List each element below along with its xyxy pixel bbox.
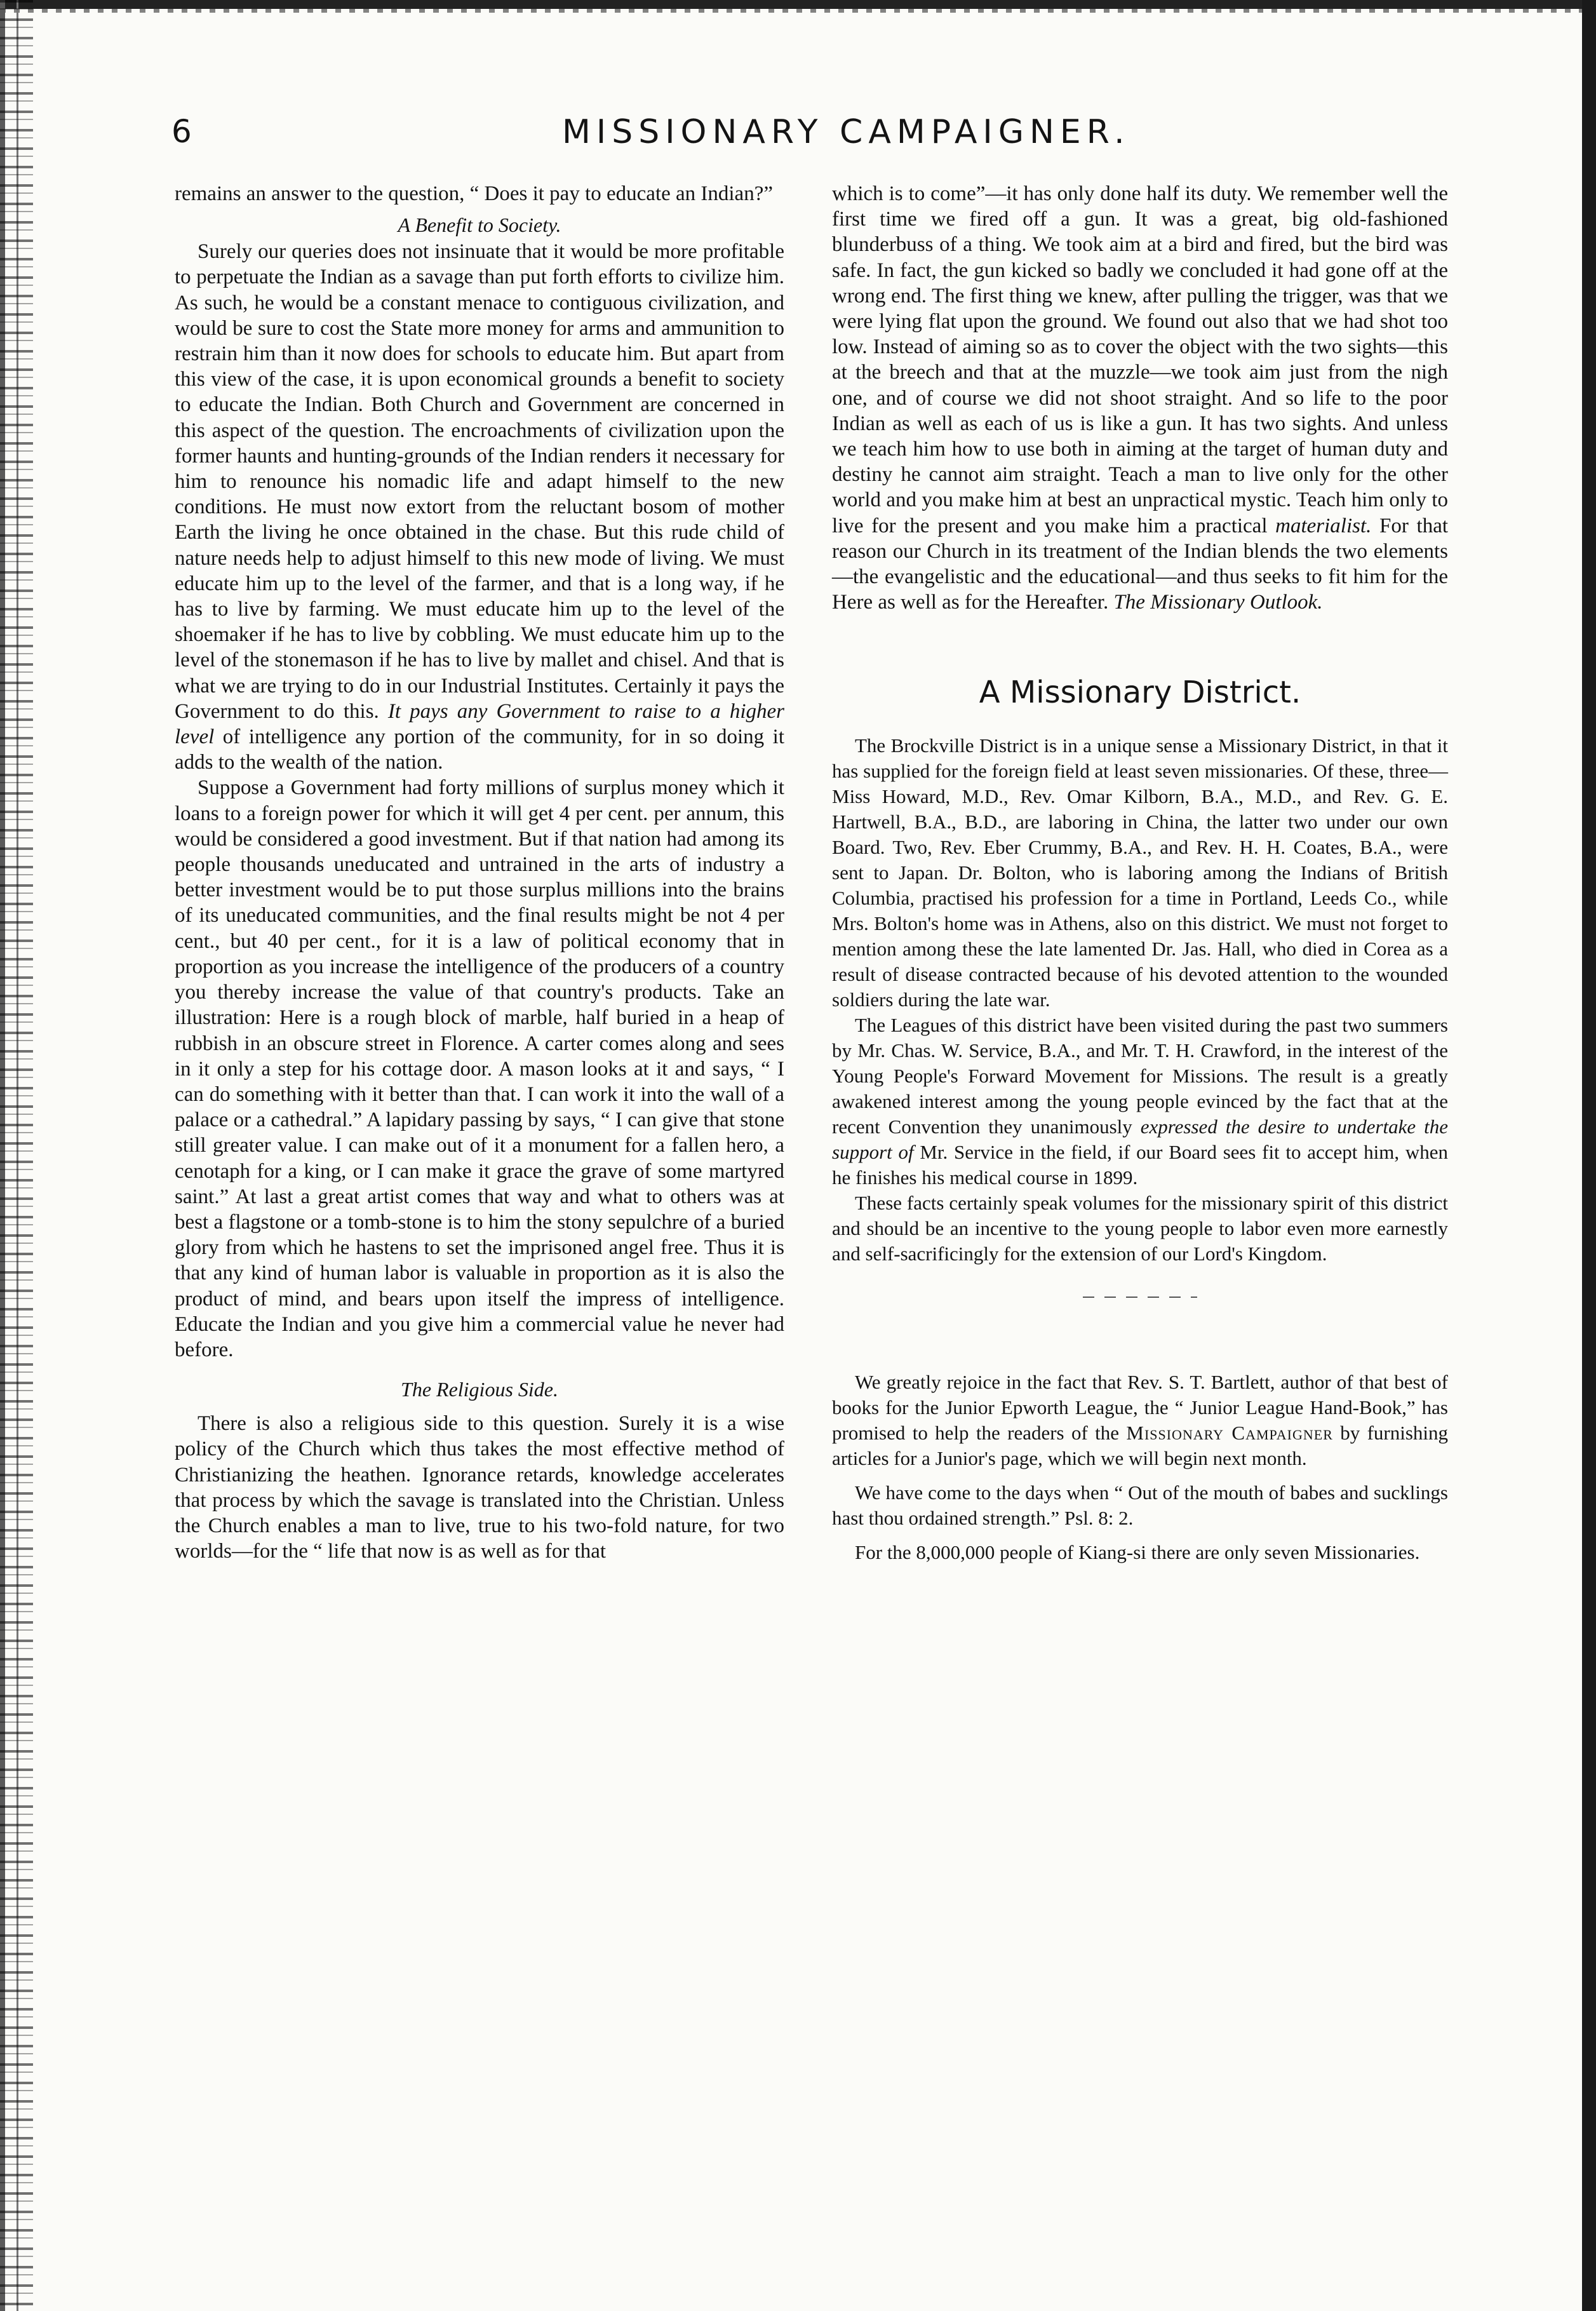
paragraph-open: remains an answer to the question, “ Does it pay to educate an Indian?”	[175, 182, 773, 205]
section-title: A Missionary District.	[979, 675, 1301, 711]
paragraph-continued-end: For that reason our Church in its treatment of the Indian blends the two elements—the evangelistic and the educational—and thus seeks to fit him for the Here as well as for the Hereafter.	[832, 514, 1449, 614]
paragraph-benefit-text: Surely our queries does not insinuate that it would be more profitable to perpetuate the Indian as a savage than put forth efforts to civilize him. As such, he would be a constant menace to contiguous civilization, and would be sure to cost the State more money for arms and ammunition to restrain him than it now does for schools to educate him. But apart from this view of the case, it is upon economical grounds a benefit to society to educate the Indian. Both Church and Government are concerned in this aspect of the question. The encroachments of civilization upon the former haunts and hunting-grounds of the Indian renders it necessary for him to renounce his nomadic life and adapt himself to the new conditions. He must now extort from the reluctant bosom of mother Earth the living he once obtained in the chase. But this rude child of nature needs help to adjust himself to this new mode of living. We must educate him up to the level of the farmer, and that is a long way, if he has to live by farming. We must educate him up to the level of the shoemaker if he has to live by cobbling. We must educate him up to the level of the stonemason if he has to live by mallet and chisel. And that is what we are trying to do in our Industrial Institutes. Certainly it pays the Government to do this.	[175, 240, 784, 723]
paragraph-district-2-text: The Leagues of this district have been visited during the past two summers by Mr. Chas. W. Service, B.A., and Mr. T. H. Crawford, in the interest of the Young People's Forward Movement for Missions. The result is a greatly awakened interest among the young people evinced by the fact that at the recent Convention they unanimously	[832, 1014, 1448, 1138]
paragraph-bartlett	[832, 1370, 1448, 1471]
scan-right-edge	[1582, 0, 1596, 2311]
paragraph-district-2	[832, 1013, 1448, 1190]
paragraph-continued-italic: materialist.	[1275, 514, 1372, 537]
section-body	[832, 733, 1448, 1565]
paragraph-continued	[832, 181, 1448, 615]
paragraph-bartlett-smallcaps: Missionary Campaigner	[1126, 1422, 1333, 1445]
running-head	[0, 113, 1596, 164]
paragraph-bartlett-text: We greatly rejoice in the fact that Rev. S. T. Bartlett, author of that best of books for the Junior Epworth League, the “ Junior League Hand-Book,” has promised to help the readers of the	[832, 1371, 1448, 1445]
scan-top-edge	[0, 0, 1596, 9]
paragraph-suppose: Suppose a Government had forty millions of surplus money which it loans to a foreign power for which it will get 4 per cent. per annum, this would be considered a good investment. But if that nation had among its people thousands uneducated and untrained in the arts of industry a better investment would be to put those surplus millions into the brains of its uneducated communities, and the final results might be not 4 per cent., but 40 per cent., for it is a law of political economy that in proportion as you increase the intelligence of the producers of a country you thereby increase the value of that country's products. Take an illustration: Here is a rough block of marble, half buried in a heap of rubbish in an obscure street in Florence. A carter comes along and sees in it only a step for his cottage door. A mason looks at it and says, “ I can do something with it better than that. I can work it into the wall of a palace or a cathedral.” A lapidary passing by says, “ I can give that stone still greater value. I can make out of it a monument for a fallen hero, a cenotaph for a king, or I can make it grace the grave of some martyred saint.” At last a great artist comes that way and what to others was at best a flagstone or a tomb-stone is to him the stony sepulchre of a buried glory from which he hastens to set the imprisoned angel free. Thus it is that any kind of human labor is valuable in proportion as it is also the product of mind, and bears upon itself the impress of intelligence. Educate the Indian and you give him a commercial value he never had before.	[175, 776, 784, 1361]
divider-rule	[1083, 1297, 1197, 1298]
subheading-religious: The Religious Side.	[401, 1378, 558, 1401]
paragraph-district-2-italic: expressed the desire to undertake the support of	[832, 1115, 1448, 1164]
scan-binding-edge	[0, 0, 33, 2311]
page-number: 6	[171, 113, 193, 150]
subheading-benefit: A Benefit to Society.	[398, 213, 561, 237]
paragraph-religious: There is also a religious side to this question. Surely it is a wise policy of the Church which thus takes the most effective method of Christianizing the heathen. Ignorance retards, knowledge accelerates that process by which the savage is translated into the Christian. Unless the Church enables a man to live, true to his two-fold nature, for two worlds—for the “ life that now is as well as for that	[175, 1412, 784, 1563]
paragraph-benefit-italic: It pays any Government to raise to a higher level	[175, 699, 784, 749]
scan-top-speckle	[0, 9, 1596, 13]
paragraph-benefit-end: of intelligence any portion of the community, for in so doing it adds to the wealth of the nation.	[175, 725, 785, 774]
paragraph-district-2-end: Mr. Service in the field, if our Board sees fit to accept him, when he finishes his medical course in 1899.	[832, 1141, 1449, 1189]
journal-title: MISSIONARY CAMPAIGNER.	[562, 113, 1130, 151]
section-divider	[832, 1284, 1448, 1310]
paragraph-district-1: The Brockville District is in a unique sense a Missionary District, in that it has supplied for the foreign field at least seven missionaries. Of these, three—Miss Howard, M.D., Rev. Omar Kilborn, B.A., M.D., and Rev. G. E. Hartwell, B.A., B.D., are laboring in China, the latter two under our own Board. Two, Rev. Eber Crummy, B.A., and Rev. H. H. Coates, B.A., were sent to Japan. Dr. Bolton, who is laboring among the Indians of British Columbia, practised his profession for a time in Portland, Leeds Co., while Mrs. Bolton's home was in Athens, also on this district. We must not forget to mention among these the late lamented Dr. Jas. Hall, who died in Corea as a result of disease contracted because of his devoted attention to the wounded soldiers during the late war.	[832, 734, 1448, 1011]
paragraph-bartlett-end: by furnishing articles for a Junior's page, which we will begin next month.	[832, 1422, 1449, 1470]
right-column	[832, 181, 1448, 1565]
paragraph-continued-text: which is to come”—it has only done half its duty. We remember well the first time we fired off a gun. It was a great, big old-fashioned blunderbuss of a thing. We took aim at a bird and fired, but the bird was safe. In fact, the gun kicked so badly we concluded it had gone off at the wrong end. The first thing we knew, after pulling the trigger, was that we were lying flat upon the ground. We found out also that we had shot too low. Instead of aiming so as to cover the object with the two sights—this at the breech and that at the muzzle—we took aim just from the nigh one, and of course we did not shoot straight. And so life to the poor Indian as well as each of us is like a gun. It has two sights. And unless we teach him how to use both in aiming at the target of human duty and destiny he cannot aim straight. Teach a man to live only for the other world and you make him at best an unpractical mystic. Teach him only to live for the present and you make him a practical	[832, 182, 1448, 537]
paragraph-benefit	[175, 239, 784, 775]
source-credit: The Missionary Outlook.	[1113, 591, 1323, 614]
paragraph-district-3: These facts certainly speak volumes for the missionary spirit of this district and should be an incentive to the young people to labor even more earnestly and self-sacrificingly for the extension of our Lord's Kingdom.	[832, 1192, 1448, 1265]
left-column	[175, 181, 784, 1564]
paragraph-babes: We have come to the days when “ Out of the mouth of babes and sucklings hast thou ordained strength.” Psl. 8: 2.	[832, 1481, 1448, 1530]
paragraph-kiangsi: For the 8,000,000 people of Kiang-si there are only seven Missionaries.	[855, 1541, 1420, 1564]
